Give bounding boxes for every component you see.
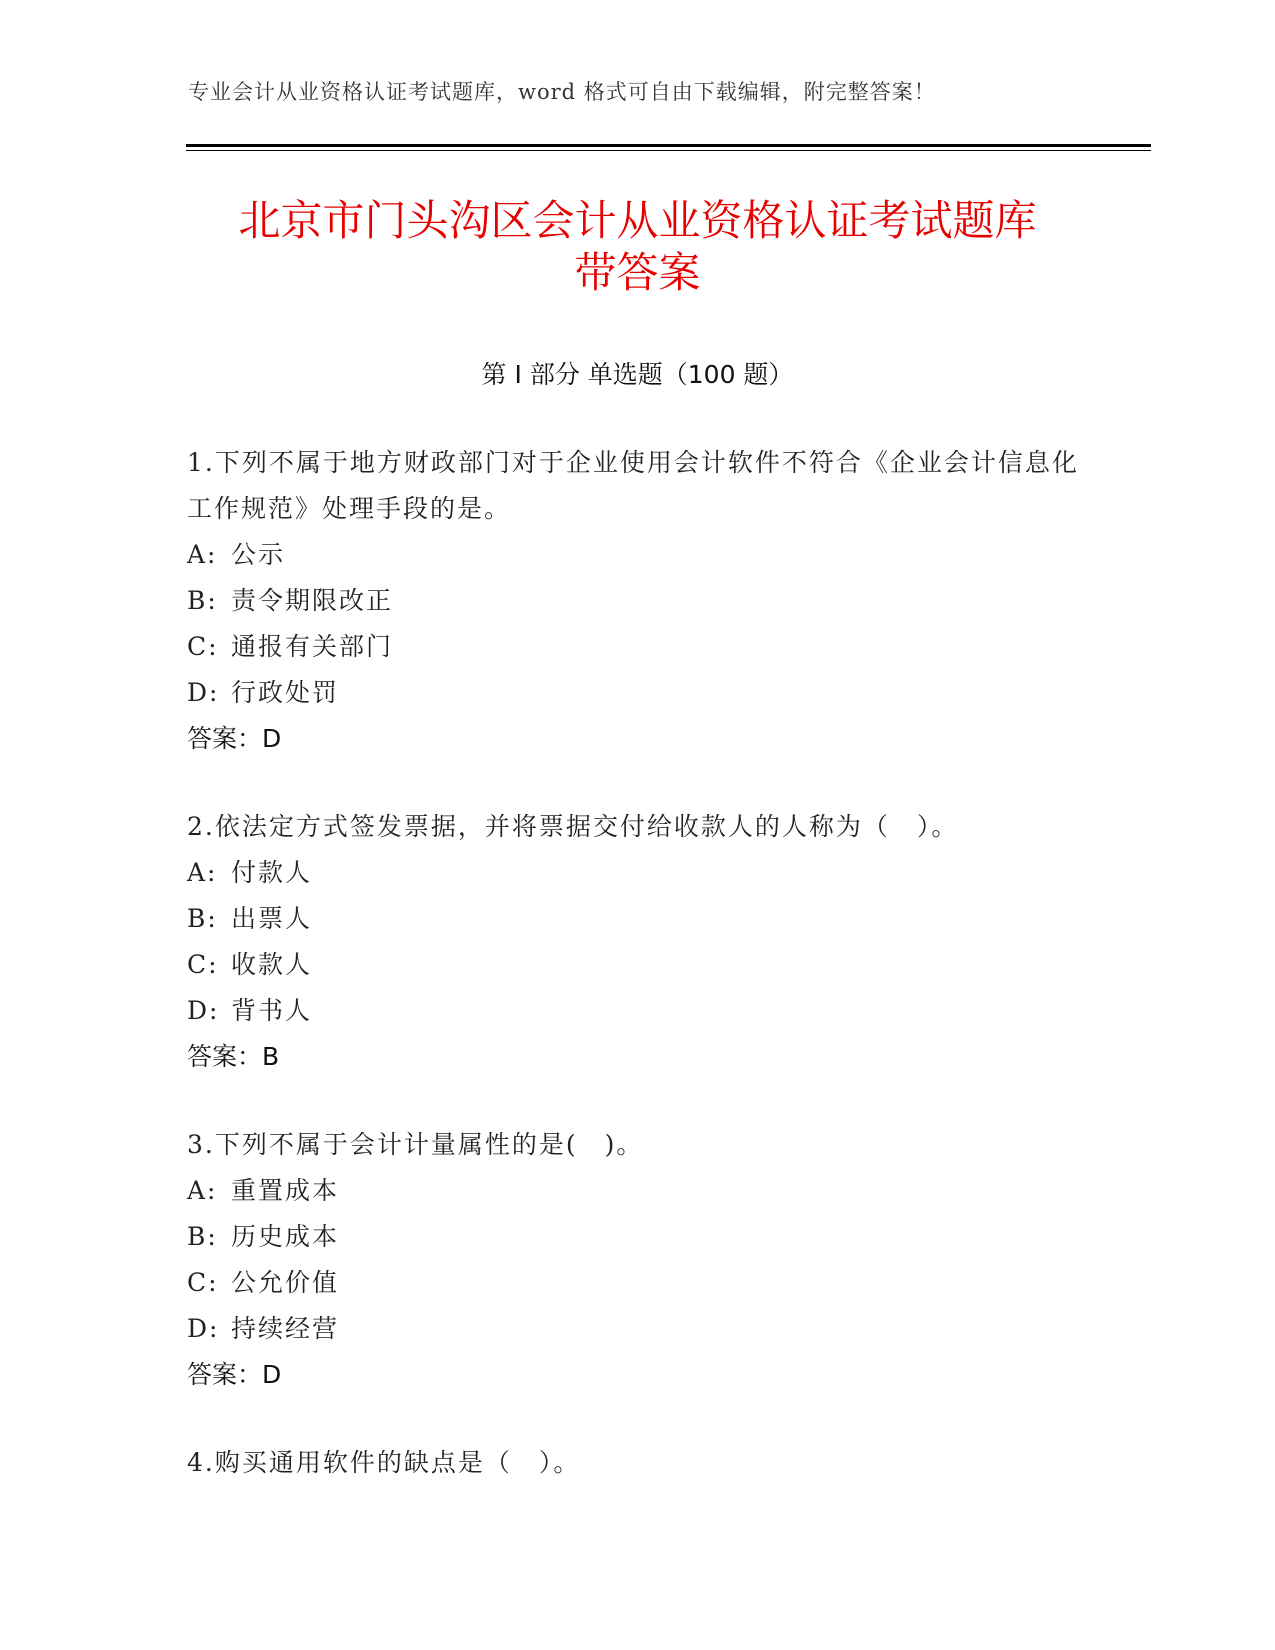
option-text: 公允价值 <box>231 1268 340 1297</box>
option-text: 收款人 <box>231 950 313 979</box>
option-text: 责令期限改正 <box>231 586 394 615</box>
option-text: 历史成本 <box>231 1222 340 1251</box>
question-list <box>187 440 1087 1528</box>
option-key: A: <box>187 540 218 569</box>
option-key: C: <box>187 950 219 979</box>
option-key: A: <box>187 858 218 887</box>
section-title: 第 I 部分 单选题（100 题） <box>481 360 794 389</box>
answer-line: 答案：D <box>187 1360 282 1389</box>
option-key: A: <box>187 1176 218 1205</box>
option-key: C: <box>187 632 219 661</box>
question-4 <box>187 1440 1087 1486</box>
option-key: B: <box>187 904 218 933</box>
option-key: C: <box>187 1268 219 1297</box>
option-key: B: <box>187 586 218 615</box>
option-c <box>187 624 1087 670</box>
option-text: 公示 <box>231 540 286 569</box>
option-text: 背书人 <box>231 996 313 1025</box>
header-rule-thin <box>186 150 1151 151</box>
option-d <box>187 670 1087 716</box>
option-text: 持续经营 <box>231 1314 340 1343</box>
question-stem: 3.下列不属于会计计量属性的是( )。 <box>187 1130 644 1159</box>
option-text: 出票人 <box>231 904 313 933</box>
answer-line: 答案：D <box>187 724 282 753</box>
option-text: 付款人 <box>231 858 313 887</box>
option-c <box>187 1260 1087 1306</box>
question-stem: 2.依法定方式签发票据，并将票据交付给收款人的人称为（ ）。 <box>187 812 959 841</box>
question-3 <box>187 1122 1087 1398</box>
option-a <box>187 850 1087 896</box>
option-key: D: <box>187 1314 220 1343</box>
option-text: 行政处罚 <box>231 678 340 707</box>
option-text: 重置成本 <box>231 1176 340 1205</box>
option-key: D: <box>187 996 220 1025</box>
question-stem: 4.购买通用软件的缺点是（ ）。 <box>187 1448 581 1477</box>
option-a <box>187 1168 1087 1214</box>
option-b <box>187 1214 1087 1260</box>
option-key: D: <box>187 678 220 707</box>
option-key: B: <box>187 1222 218 1251</box>
option-d <box>187 988 1087 1034</box>
option-text: 通报有关部门 <box>231 632 394 661</box>
question-2 <box>187 804 1087 1080</box>
option-d <box>187 1306 1087 1352</box>
answer-line: 答案：B <box>187 1042 280 1071</box>
header-rule-thick <box>186 144 1151 147</box>
option-c <box>187 942 1087 988</box>
header-note: 专业会计从业资格认证考试题库，word 格式可自由下载编辑，附完整答案！ <box>188 80 936 104</box>
document-title-line-2: 带答案 <box>574 248 701 297</box>
question-stem: 1.下列不属于地方财政部门对于企业使用会计软件不符合《企业会计信息化工作规范》处理手段的是。 <box>187 448 1079 523</box>
question-1 <box>187 440 1087 762</box>
option-b <box>187 578 1087 624</box>
document-title-line-1: 北京市门头沟区会计从业资格认证考试题库 <box>238 196 1037 245</box>
option-a <box>187 532 1087 578</box>
option-b <box>187 896 1087 942</box>
document-title <box>0 195 1275 299</box>
